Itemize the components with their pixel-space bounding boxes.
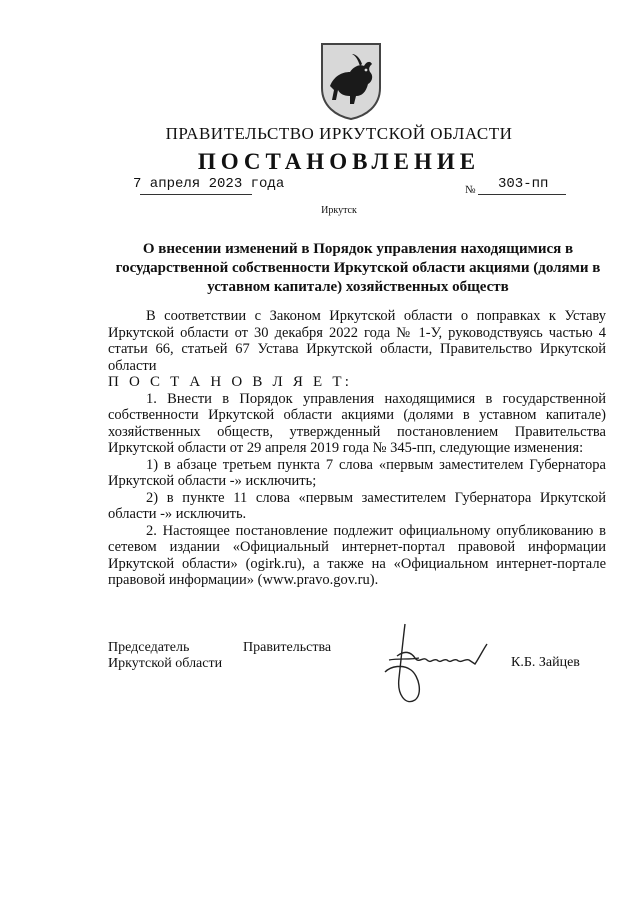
date-underline <box>140 194 252 195</box>
handwritten-signature <box>375 620 505 710</box>
document-heading <box>110 240 606 297</box>
city-label: Иркутск <box>321 205 357 216</box>
item-1-subitem-1: 1) в абзаце третьем пункта 7 слова «первым заместителем Губернатора Иркутской области -» исключить; <box>108 456 606 489</box>
document-date: 7 апреля 2023 года <box>133 176 285 192</box>
signer-position-chairman: Председатель <box>108 640 190 655</box>
signer-name: К.Б. Зайцев <box>511 655 580 670</box>
document-body <box>108 308 606 589</box>
heading-line-2: государственной собственности Иркутской области акциями (долями в <box>115 260 601 276</box>
document-type: ПОСТАНОВЛЕНИЕ <box>197 149 481 174</box>
signer-position-region: Иркутской области <box>108 656 223 671</box>
item-1-subitem-2: 2) в пункте 11 слова «первым заместителем Губернатора Иркутской области -» исключить. <box>108 489 606 522</box>
decree-word: П О С Т А Н О В Л Я Е Т: <box>108 374 353 390</box>
number-underline <box>478 194 566 195</box>
heading-line-1: О внесении изменений в Порядок управления находящимися в <box>142 241 574 257</box>
document-number: 303-пп <box>498 176 549 192</box>
government-title: ПРАВИТЕЛЬСТВО ИРКУТСКОЙ ОБЛАСТИ <box>165 124 513 143</box>
heading-line-3: уставном капитале) хозяйственных обществ <box>207 279 509 295</box>
preamble-paragraph: В соответствии с Законом Иркутской области о поправках к Уставу Иркутской области от 30 декабря 2022 года № 1-У, руководствуясь частью 4 статьи 66, статьей 67 Устава Иркутской области, Правительство Иркутской области <box>108 308 606 374</box>
signer-position-government: Правительства <box>243 640 332 655</box>
item-2-paragraph: 2. Настоящее постановление подлежит официальному опубликованию в сетевом издании «Официальный интернет-портал правовой информации Иркутской области» (ogirk.ru), а также на «Официальном интернет-портале правовой информации» (www.pravo.gov.ru). <box>108 522 606 588</box>
item-1-paragraph: 1. Внести в Порядок управления находящимися в государственной собственности Иркутской области акциями (долями в уставном капитале) хозяйственных обществ, утвержденный постановлением Правительства Иркутской области от 29 апреля 2019 года № 345-пп, следующие изменения: <box>108 390 606 456</box>
coat-of-arms-emblem <box>320 42 382 120</box>
number-label: № <box>465 184 476 196</box>
